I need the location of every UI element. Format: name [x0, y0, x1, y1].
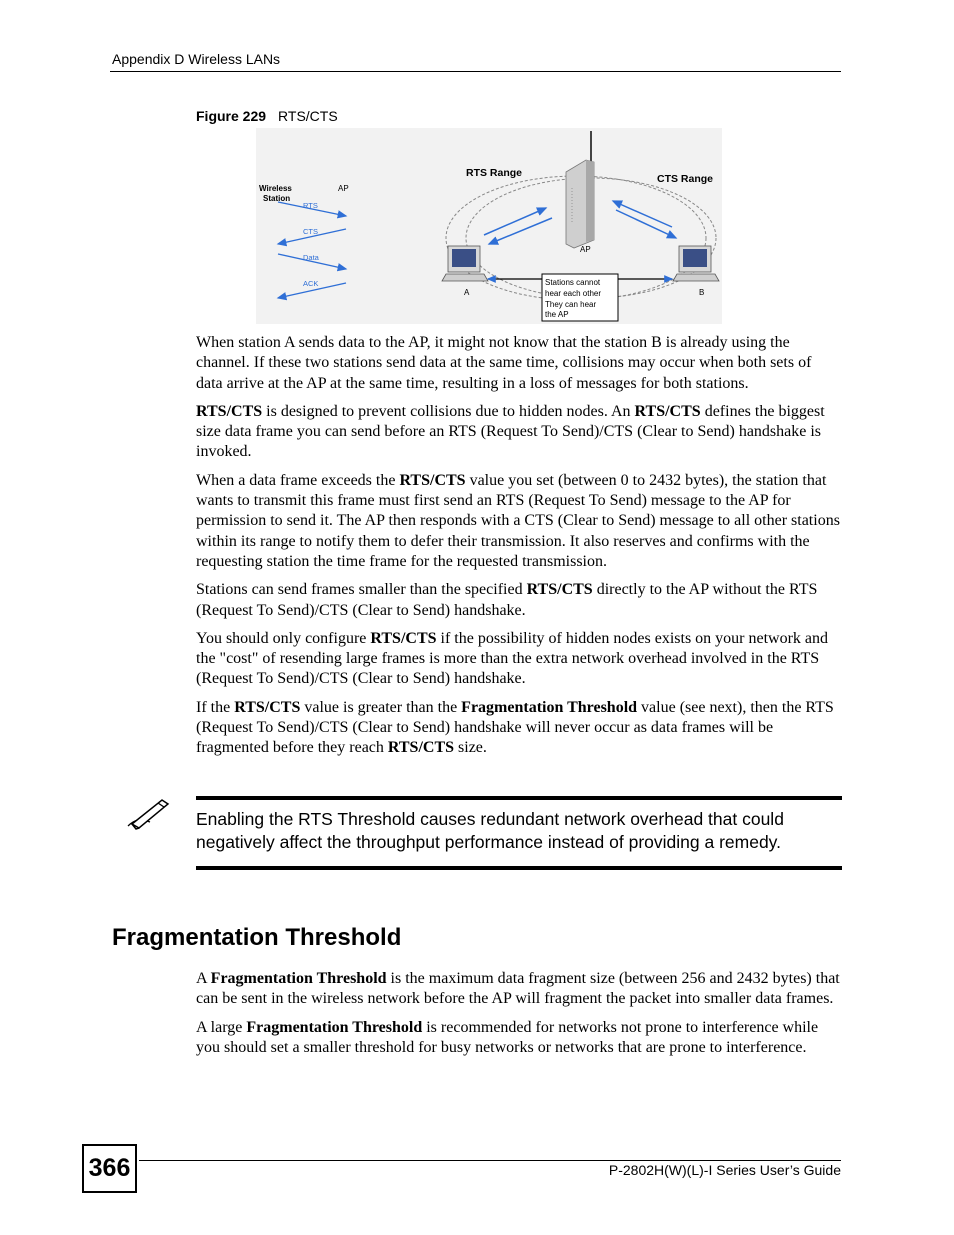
text-run: value (see next), then the RTS (Request To Send)/CTS (Clear to Send) handshake will never occur as data frames will be fragmented before they reach — [196, 698, 834, 757]
hidden-note-line-2: hear each other — [545, 289, 602, 298]
rts-label: RTS — [303, 201, 318, 210]
wireless-station-label-2: Station — [263, 194, 291, 203]
paragraph — [196, 580, 841, 621]
cts-range-label: CTS Range — [657, 173, 714, 185]
text-run: defines the biggest size data frame you can send before an RTS (Request To Send)/CTS (Clear to Send) handshake is invoked. — [196, 402, 825, 461]
footer-guide-title: P-2802H(W)(L)-I Series User’s Guide — [608, 1162, 841, 1178]
fragmentation-body — [196, 969, 841, 1066]
figure-background — [256, 128, 722, 324]
cts-label: CTS — [303, 227, 318, 236]
text-run: When station A sends data to the AP, it might not know that the station B is already using the channel. If these two stations send data at the same time, collisions may occur when both sets of data arrive at the AP at the same time, resulting in a loss of messages for both stations. — [196, 334, 812, 392]
text-run: is recommended for networks not prone to interference while you should set a smaller threshold for busy networks or networks that are prone to interference. — [196, 1018, 819, 1056]
text-run: Stations can send frames smaller than the specified — [196, 581, 527, 599]
paragraph — [196, 402, 841, 463]
text-run: If the — [196, 698, 235, 716]
rts-cts-body — [196, 333, 841, 767]
text-run: value you set (between 0 to 2432 bytes), the station that wants to transmit this frame must first send an RTS (Request To Send) message to the AP for permission to send it. The AP then responds with a CTS (Clear to Send) message to all other stations within its range to notify them to defer their transmission. It also reserves and confirms with the requesting station the time frame for the requested transmission. — [196, 471, 840, 570]
bold-term: RTS/CTS — [634, 402, 701, 420]
hidden-note-line-4: the AP — [545, 310, 569, 319]
text-run: is designed to prevent collisions due to hidden nodes. An — [262, 402, 635, 420]
text-run: value is greater than the — [300, 698, 462, 716]
text-run: directly to the AP without the RTS (Request To Send)/CTS (Clear to Send) handshake. — [196, 581, 818, 619]
bold-term: RTS/CTS — [234, 698, 301, 716]
text-run: is the maximum data fragment size (between 256 and 2432 bytes) that can be sent in the wireless network before the AP will fragment the packet into smaller data frames. — [196, 970, 840, 1008]
figure-caption — [196, 108, 338, 124]
hidden-note-line-1: Stations cannot — [545, 278, 601, 287]
ack-label: ACK — [303, 279, 319, 288]
rts-cts-diagram — [256, 128, 722, 324]
station-a-label: A — [464, 288, 470, 297]
ap-label: AP — [580, 245, 591, 254]
bold-term: RTS/CTS — [526, 581, 593, 599]
text-run: You should only configure — [196, 629, 371, 647]
station-b-label: B — [699, 288, 705, 297]
running-header: Appendix D Wireless LANs — [112, 51, 281, 67]
data-label: Data — [303, 253, 319, 262]
ap-small-label: AP — [338, 184, 349, 193]
paragraph — [196, 471, 841, 572]
bold-term: Fragmentation Threshold — [246, 1018, 423, 1036]
paragraph — [196, 629, 841, 690]
text-run: size. — [454, 739, 487, 757]
paragraph — [196, 969, 841, 1010]
text-run: A — [196, 970, 211, 987]
bold-term: RTS/CTS — [399, 471, 466, 489]
note-text: Enabling the RTS Threshold causes redundant network overhead that could negatively affect the throughput performance instead of providing a remedy. — [196, 809, 784, 852]
footer-rule — [139, 1160, 841, 1161]
text-run: When a data frame exceeds the — [196, 471, 400, 489]
section-heading: Fragmentation Threshold — [112, 924, 402, 951]
rts-cts-figure — [256, 128, 722, 324]
figure-title: RTS/CTS — [278, 108, 338, 124]
bold-term: RTS/CTS — [196, 402, 263, 420]
paragraph — [196, 698, 841, 759]
note-rule-top — [196, 796, 842, 800]
rts-range-label: RTS Range — [466, 167, 523, 179]
wireless-station-label-1: Wireless — [259, 184, 292, 193]
text-run: if the possibility of hidden nodes exists on your network and the "cost" of resending large frames is more than the extra network overhead involved in the RTS (Request To Send)/CTS (Clear to Send) handshake. — [196, 629, 829, 688]
hidden-note-line-3: They can hear — [545, 300, 597, 309]
figure-number: Figure 229 — [196, 108, 267, 124]
bold-term: RTS/CTS — [387, 739, 455, 757]
page-number: 366 — [82, 1144, 137, 1193]
bold-term: Fragmentation Threshold — [461, 698, 638, 716]
paragraph — [196, 1018, 841, 1059]
note-rule-bottom — [196, 866, 842, 870]
header-rule — [110, 71, 841, 72]
bold-term: Fragmentation Threshold — [210, 970, 387, 987]
note-pencil-icon — [124, 796, 174, 830]
text-run: A large — [196, 1018, 247, 1036]
paragraph — [196, 333, 841, 394]
bold-term: RTS/CTS — [370, 629, 437, 647]
